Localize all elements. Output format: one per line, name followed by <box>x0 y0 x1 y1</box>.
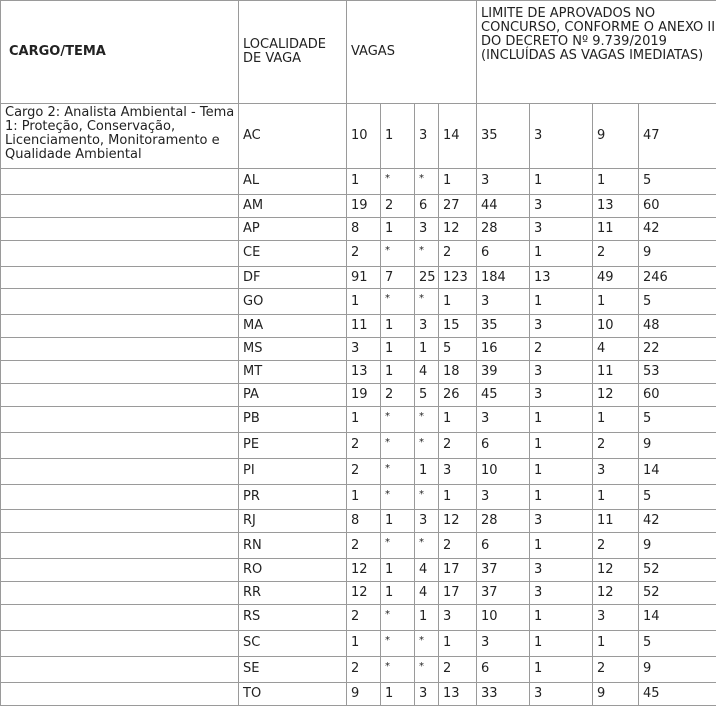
value-cell: 12 <box>593 582 639 605</box>
value-cell: 1 <box>530 458 593 484</box>
header-limite: LIMITE DE APROVADOS NO CONCURSO, CONFORME O ANEXO II DO DECRETO Nº 9.739/2019 (INCLUÍDAS AS VAGAS IMEDIATAS) <box>477 1 716 104</box>
value-cell: 1 <box>530 484 593 510</box>
value-cell: 27 <box>439 194 477 217</box>
header-localidade: LOCALIDADE DE VAGA <box>239 1 347 104</box>
value-cell: 5 <box>415 384 439 407</box>
value-cell: 9 <box>593 104 639 169</box>
value-cell: 13 <box>439 682 477 705</box>
value-cell: 39 <box>477 361 530 384</box>
value-cell: 5 <box>639 630 716 656</box>
value-cell: 3 <box>530 194 593 217</box>
value-cell: 10 <box>477 605 530 631</box>
table-row <box>1 266 716 289</box>
value-cell: * <box>381 458 415 484</box>
value-cell: 10 <box>593 315 639 338</box>
value-cell: 13 <box>530 266 593 289</box>
value-cell: 19 <box>347 384 381 407</box>
value-cell: 6 <box>415 194 439 217</box>
cargo-cell <box>1 582 239 605</box>
value-cell: 15 <box>439 315 477 338</box>
value-cell: 5 <box>639 484 716 510</box>
value-cell: 3 <box>415 510 439 533</box>
cargo-cell <box>1 682 239 705</box>
cargo-cell <box>1 315 239 338</box>
value-cell: 3 <box>347 338 381 361</box>
value-cell: 6 <box>477 432 530 458</box>
value-cell: 1 <box>381 338 415 361</box>
localidade-cell: RR <box>239 582 347 605</box>
cargo-cell <box>1 484 239 510</box>
value-cell: 1 <box>347 630 381 656</box>
value-cell: 3 <box>477 484 530 510</box>
value-cell: 9 <box>639 533 716 559</box>
cargo-cell <box>1 630 239 656</box>
value-cell: 12 <box>439 510 477 533</box>
value-cell: 1 <box>439 289 477 315</box>
value-cell: * <box>381 432 415 458</box>
value-cell: 28 <box>477 510 530 533</box>
value-cell: 10 <box>477 458 530 484</box>
value-cell: 6 <box>477 533 530 559</box>
value-cell: 1 <box>381 361 415 384</box>
value-cell: 1 <box>381 582 415 605</box>
value-cell: 1 <box>381 510 415 533</box>
value-cell: 3 <box>439 458 477 484</box>
cargo-cell <box>1 510 239 533</box>
value-cell: 2 <box>347 458 381 484</box>
value-cell: * <box>415 240 439 266</box>
value-cell: 22 <box>639 338 716 361</box>
value-cell: 9 <box>639 240 716 266</box>
table-row <box>1 432 716 458</box>
cargo-cell <box>1 338 239 361</box>
cargo-cell <box>1 217 239 240</box>
value-cell: 5 <box>439 338 477 361</box>
value-cell: 26 <box>439 384 477 407</box>
cargo-cell <box>1 361 239 384</box>
value-cell: 1 <box>381 559 415 582</box>
value-cell: * <box>381 656 415 682</box>
table-row <box>1 169 716 195</box>
value-cell: 2 <box>347 533 381 559</box>
value-cell: 5 <box>639 169 716 195</box>
cargo-cell <box>1 406 239 432</box>
value-cell: 3 <box>530 315 593 338</box>
table-row <box>1 630 716 656</box>
value-cell: 19 <box>347 194 381 217</box>
value-cell: 33 <box>477 682 530 705</box>
value-cell: 3 <box>530 582 593 605</box>
value-cell: 1 <box>347 406 381 432</box>
value-cell: 35 <box>477 104 530 169</box>
value-cell: 49 <box>593 266 639 289</box>
value-cell: 123 <box>439 266 477 289</box>
value-cell: 6 <box>477 240 530 266</box>
localidade-cell: AL <box>239 169 347 195</box>
value-cell: 2 <box>439 240 477 266</box>
value-cell: 18 <box>439 361 477 384</box>
localidade-cell: RS <box>239 605 347 631</box>
value-cell: 1 <box>439 630 477 656</box>
value-cell: 8 <box>347 217 381 240</box>
value-cell: 1 <box>439 484 477 510</box>
localidade-cell: PB <box>239 406 347 432</box>
cargo-cell <box>1 240 239 266</box>
localidade-cell: SE <box>239 656 347 682</box>
localidade-cell: DF <box>239 266 347 289</box>
value-cell: * <box>415 432 439 458</box>
localidade-cell: RJ <box>239 510 347 533</box>
table-row <box>1 533 716 559</box>
table-row <box>1 682 716 705</box>
value-cell: * <box>381 605 415 631</box>
value-cell: 3 <box>593 605 639 631</box>
table-row <box>1 582 716 605</box>
localidade-cell: CE <box>239 240 347 266</box>
value-cell: 17 <box>439 559 477 582</box>
value-cell: 5 <box>639 406 716 432</box>
value-cell: 12 <box>347 559 381 582</box>
table-row <box>1 217 716 240</box>
value-cell: 14 <box>439 104 477 169</box>
value-cell: 35 <box>477 315 530 338</box>
value-cell: 52 <box>639 582 716 605</box>
value-cell: 37 <box>477 582 530 605</box>
value-cell: 17 <box>439 582 477 605</box>
value-cell: * <box>415 289 439 315</box>
value-cell: 2 <box>439 656 477 682</box>
value-cell: 2 <box>530 338 593 361</box>
value-cell: 1 <box>530 289 593 315</box>
value-cell: 3 <box>415 315 439 338</box>
value-cell: 3 <box>530 510 593 533</box>
value-cell: 28 <box>477 217 530 240</box>
localidade-cell: GO <box>239 289 347 315</box>
value-cell: 60 <box>639 194 716 217</box>
value-cell: 11 <box>347 315 381 338</box>
value-cell: 4 <box>593 338 639 361</box>
value-cell: 1 <box>530 406 593 432</box>
cargo-cell: Cargo 2: Analista Ambiental - Tema 1: Proteção, Conservação, Licenciamento, Monitoramento e Qualidade Ambiental <box>1 104 239 169</box>
value-cell: 48 <box>639 315 716 338</box>
value-cell: 47 <box>639 104 716 169</box>
value-cell: 2 <box>593 533 639 559</box>
value-cell: 3 <box>477 289 530 315</box>
value-cell: 3 <box>530 559 593 582</box>
value-cell: 9 <box>639 656 716 682</box>
value-cell: 1 <box>439 169 477 195</box>
value-cell: 1 <box>381 682 415 705</box>
value-cell: 13 <box>593 194 639 217</box>
table-row <box>1 194 716 217</box>
value-cell: * <box>381 169 415 195</box>
value-cell: 3 <box>439 605 477 631</box>
value-cell: * <box>381 533 415 559</box>
value-cell: * <box>381 289 415 315</box>
table-row <box>1 315 716 338</box>
localidade-cell: RO <box>239 559 347 582</box>
value-cell: * <box>415 484 439 510</box>
table-body <box>1 104 716 706</box>
table-row <box>1 458 716 484</box>
value-cell: 2 <box>381 384 415 407</box>
localidade-cell: TO <box>239 682 347 705</box>
value-cell: 1 <box>593 630 639 656</box>
value-cell: 4 <box>415 361 439 384</box>
cargo-cell <box>1 384 239 407</box>
value-cell: 3 <box>530 384 593 407</box>
localidade-cell: PA <box>239 384 347 407</box>
value-cell: 5 <box>639 289 716 315</box>
localidade-cell: MS <box>239 338 347 361</box>
value-cell: 12 <box>593 559 639 582</box>
cargo-cell <box>1 194 239 217</box>
value-cell: 4 <box>415 582 439 605</box>
value-cell: 11 <box>593 217 639 240</box>
cargo-cell <box>1 169 239 195</box>
localidade-cell: SC <box>239 630 347 656</box>
value-cell: 1 <box>381 217 415 240</box>
cargo-cell <box>1 605 239 631</box>
value-cell: * <box>415 406 439 432</box>
value-cell: 25 <box>415 266 439 289</box>
value-cell: 45 <box>477 384 530 407</box>
localidade-cell: MA <box>239 315 347 338</box>
value-cell: * <box>381 240 415 266</box>
table-row <box>1 605 716 631</box>
value-cell: 45 <box>639 682 716 705</box>
value-cell: 6 <box>477 656 530 682</box>
value-cell: 16 <box>477 338 530 361</box>
value-cell: 12 <box>439 217 477 240</box>
value-cell: 3 <box>593 458 639 484</box>
value-cell: 4 <box>415 559 439 582</box>
value-cell: 2 <box>439 432 477 458</box>
localidade-cell: AM <box>239 194 347 217</box>
table-header-row <box>1 1 716 104</box>
value-cell: 1 <box>593 289 639 315</box>
value-cell: 1 <box>593 484 639 510</box>
value-cell: 2 <box>593 656 639 682</box>
value-cell: 2 <box>347 656 381 682</box>
value-cell: 9 <box>639 432 716 458</box>
value-cell: 1 <box>530 630 593 656</box>
value-cell: 1 <box>381 104 415 169</box>
localidade-cell: PI <box>239 458 347 484</box>
value-cell: 8 <box>347 510 381 533</box>
value-cell: 1 <box>381 315 415 338</box>
value-cell: 1 <box>530 533 593 559</box>
value-cell: 44 <box>477 194 530 217</box>
cargo-cell <box>1 656 239 682</box>
value-cell: * <box>415 533 439 559</box>
value-cell: * <box>415 630 439 656</box>
header-cargo: CARGO/TEMA <box>1 1 239 104</box>
value-cell: 14 <box>639 605 716 631</box>
value-cell: 3 <box>530 104 593 169</box>
value-cell: 2 <box>347 605 381 631</box>
value-cell: 9 <box>347 682 381 705</box>
value-cell: 1 <box>593 406 639 432</box>
value-cell: 2 <box>347 240 381 266</box>
value-cell: 52 <box>639 559 716 582</box>
value-cell: 1 <box>530 169 593 195</box>
cargo-cell <box>1 559 239 582</box>
table-row <box>1 289 716 315</box>
value-cell: 1 <box>347 484 381 510</box>
table-row <box>1 384 716 407</box>
value-cell: * <box>381 406 415 432</box>
localidade-cell: RN <box>239 533 347 559</box>
value-cell: 2 <box>593 432 639 458</box>
value-cell: 11 <box>593 510 639 533</box>
table-row <box>1 484 716 510</box>
value-cell: 9 <box>593 682 639 705</box>
value-cell: 2 <box>593 240 639 266</box>
value-cell: 3 <box>477 630 530 656</box>
localidade-cell: PR <box>239 484 347 510</box>
value-cell: 1 <box>593 169 639 195</box>
value-cell: 1 <box>415 458 439 484</box>
value-cell: 3 <box>415 217 439 240</box>
table-row <box>1 510 716 533</box>
table-row <box>1 338 716 361</box>
value-cell: 3 <box>477 406 530 432</box>
table-row <box>1 559 716 582</box>
value-cell: * <box>381 630 415 656</box>
cargo-cell <box>1 458 239 484</box>
value-cell: 3 <box>415 682 439 705</box>
value-cell: 3 <box>530 361 593 384</box>
value-cell: 12 <box>347 582 381 605</box>
localidade-cell: PE <box>239 432 347 458</box>
table-row <box>1 406 716 432</box>
value-cell: 3 <box>415 104 439 169</box>
value-cell: * <box>381 484 415 510</box>
value-cell: 13 <box>347 361 381 384</box>
value-cell: 1 <box>415 338 439 361</box>
localidade-cell: MT <box>239 361 347 384</box>
value-cell: 184 <box>477 266 530 289</box>
cargo-cell <box>1 432 239 458</box>
value-cell: 7 <box>381 266 415 289</box>
value-cell: 1 <box>530 240 593 266</box>
header-vagas: VAGAS <box>347 1 477 104</box>
cargo-cell <box>1 533 239 559</box>
value-cell: 2 <box>347 432 381 458</box>
value-cell: 14 <box>639 458 716 484</box>
value-cell: 1 <box>530 605 593 631</box>
value-cell: 10 <box>347 104 381 169</box>
value-cell: 37 <box>477 559 530 582</box>
value-cell: 12 <box>593 384 639 407</box>
value-cell: 3 <box>530 217 593 240</box>
value-cell: 53 <box>639 361 716 384</box>
table-row <box>1 361 716 384</box>
value-cell: 60 <box>639 384 716 407</box>
value-cell: 3 <box>477 169 530 195</box>
value-cell: 2 <box>439 533 477 559</box>
table-row <box>1 240 716 266</box>
table-row <box>1 104 716 169</box>
value-cell: * <box>415 169 439 195</box>
localidade-cell: AP <box>239 217 347 240</box>
cargo-cell <box>1 266 239 289</box>
value-cell: 11 <box>593 361 639 384</box>
value-cell: * <box>415 656 439 682</box>
cargo-cell <box>1 289 239 315</box>
value-cell: 1 <box>439 406 477 432</box>
value-cell: 42 <box>639 217 716 240</box>
value-cell: 1 <box>347 289 381 315</box>
value-cell: 1 <box>347 169 381 195</box>
table-row <box>1 656 716 682</box>
value-cell: 91 <box>347 266 381 289</box>
value-cell: 3 <box>530 682 593 705</box>
value-cell: 246 <box>639 266 716 289</box>
value-cell: 1 <box>530 432 593 458</box>
value-cell: 2 <box>381 194 415 217</box>
value-cell: 1 <box>530 656 593 682</box>
localidade-cell: AC <box>239 104 347 169</box>
value-cell: 1 <box>415 605 439 631</box>
value-cell: 42 <box>639 510 716 533</box>
